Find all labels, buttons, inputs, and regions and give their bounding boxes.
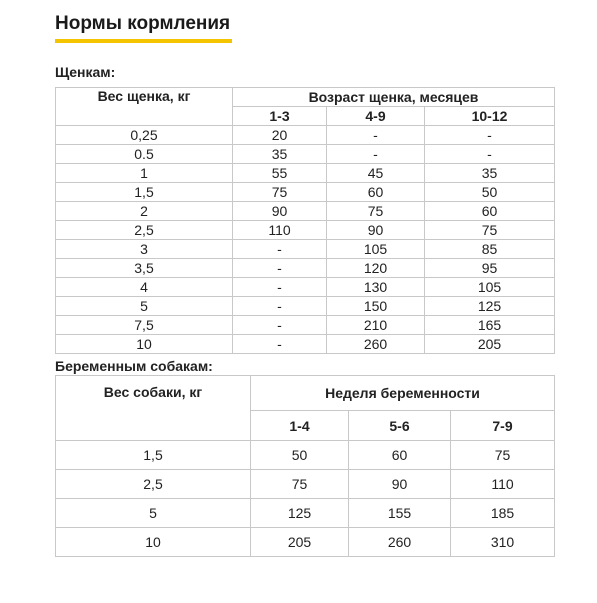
weight-cell: 10 xyxy=(56,528,251,557)
weight-cell: 2,5 xyxy=(56,221,233,240)
amount-cell: 210 xyxy=(327,316,425,335)
table-row xyxy=(56,499,555,528)
amount-cell: - xyxy=(425,145,555,164)
pregnancy-week-header: Неделя беременности xyxy=(251,376,555,411)
puppy-weight-header: Вес щенка, кг xyxy=(56,88,233,126)
amount-cell: - xyxy=(425,126,555,145)
amount-cell: 75 xyxy=(233,183,327,202)
weight-cell: 2,5 xyxy=(56,470,251,499)
amount-cell: 165 xyxy=(425,316,555,335)
amount-cell: 95 xyxy=(425,259,555,278)
amount-cell: 60 xyxy=(349,441,451,470)
table-row xyxy=(56,441,555,470)
amount-cell: 125 xyxy=(251,499,349,528)
amount-cell: - xyxy=(233,278,327,297)
amount-cell: - xyxy=(233,240,327,259)
amount-cell: 50 xyxy=(425,183,555,202)
age-group-header: 1-3 xyxy=(233,107,327,126)
amount-cell: 50 xyxy=(251,441,349,470)
weight-cell: 5 xyxy=(56,499,251,528)
amount-cell: 105 xyxy=(425,278,555,297)
week-group-header: 7-9 xyxy=(451,411,555,441)
table-row xyxy=(56,126,555,145)
amount-cell: - xyxy=(327,145,425,164)
table-row xyxy=(56,240,555,259)
amount-cell: 260 xyxy=(327,335,425,354)
amount-cell: 155 xyxy=(349,499,451,528)
dog-weight-header: Вес собаки, кг xyxy=(56,376,251,441)
weight-cell: 10 xyxy=(56,335,233,354)
week-group-header: 1-4 xyxy=(251,411,349,441)
weight-cell: 5 xyxy=(56,297,233,316)
pregnant-section-label: Беременным собакам: xyxy=(55,358,213,374)
weight-cell: 1,5 xyxy=(56,441,251,470)
weight-cell: 7,5 xyxy=(56,316,233,335)
puppy-age-header: Возраст щенка, месяцев xyxy=(233,88,555,107)
amount-cell: 90 xyxy=(327,221,425,240)
table-row xyxy=(56,335,555,354)
amount-cell: 55 xyxy=(233,164,327,183)
table-row xyxy=(56,164,555,183)
amount-cell: 120 xyxy=(327,259,425,278)
weight-cell: 2 xyxy=(56,202,233,221)
table-row xyxy=(56,202,555,221)
table-row xyxy=(56,528,555,557)
weight-cell: 1,5 xyxy=(56,183,233,202)
amount-cell: 60 xyxy=(327,183,425,202)
weight-cell: 0.5 xyxy=(56,145,233,164)
page-title: Нормы кормления xyxy=(55,13,231,34)
amount-cell: 125 xyxy=(425,297,555,316)
amount-cell: 35 xyxy=(425,164,555,183)
pregnant-feeding-table xyxy=(55,375,555,557)
weight-cell: 4 xyxy=(56,278,233,297)
table-row xyxy=(56,145,555,164)
table-row xyxy=(56,316,555,335)
amount-cell: - xyxy=(233,335,327,354)
amount-cell: - xyxy=(327,126,425,145)
amount-cell: 110 xyxy=(451,470,555,499)
amount-cell: 310 xyxy=(451,528,555,557)
puppies-feeding-table xyxy=(55,87,555,354)
amount-cell: 75 xyxy=(451,441,555,470)
title-underline xyxy=(55,39,232,43)
amount-cell: 105 xyxy=(327,240,425,259)
amount-cell: - xyxy=(233,297,327,316)
amount-cell: 45 xyxy=(327,164,425,183)
amount-cell: 110 xyxy=(233,221,327,240)
amount-cell: 75 xyxy=(425,221,555,240)
age-group-header: 4-9 xyxy=(327,107,425,126)
table-row xyxy=(56,183,555,202)
weight-cell: 3,5 xyxy=(56,259,233,278)
amount-cell: 150 xyxy=(327,297,425,316)
amount-cell: 90 xyxy=(349,470,451,499)
amount-cell: 20 xyxy=(233,126,327,145)
amount-cell: 60 xyxy=(425,202,555,221)
weight-cell: 1 xyxy=(56,164,233,183)
amount-cell: 75 xyxy=(327,202,425,221)
table-row xyxy=(56,297,555,316)
amount-cell: - xyxy=(233,316,327,335)
puppies-section-label: Щенкам: xyxy=(55,64,116,80)
amount-cell: 75 xyxy=(251,470,349,499)
table-row xyxy=(56,221,555,240)
age-group-header: 10-12 xyxy=(425,107,555,126)
table-row xyxy=(56,278,555,297)
table-row xyxy=(56,470,555,499)
amount-cell: 90 xyxy=(233,202,327,221)
amount-cell: 260 xyxy=(349,528,451,557)
weight-cell: 3 xyxy=(56,240,233,259)
weight-cell: 0,25 xyxy=(56,126,233,145)
table-row xyxy=(56,259,555,278)
amount-cell: 130 xyxy=(327,278,425,297)
amount-cell: 85 xyxy=(425,240,555,259)
amount-cell: 205 xyxy=(425,335,555,354)
week-group-header: 5-6 xyxy=(349,411,451,441)
amount-cell: 185 xyxy=(451,499,555,528)
amount-cell: - xyxy=(233,259,327,278)
amount-cell: 205 xyxy=(251,528,349,557)
amount-cell: 35 xyxy=(233,145,327,164)
